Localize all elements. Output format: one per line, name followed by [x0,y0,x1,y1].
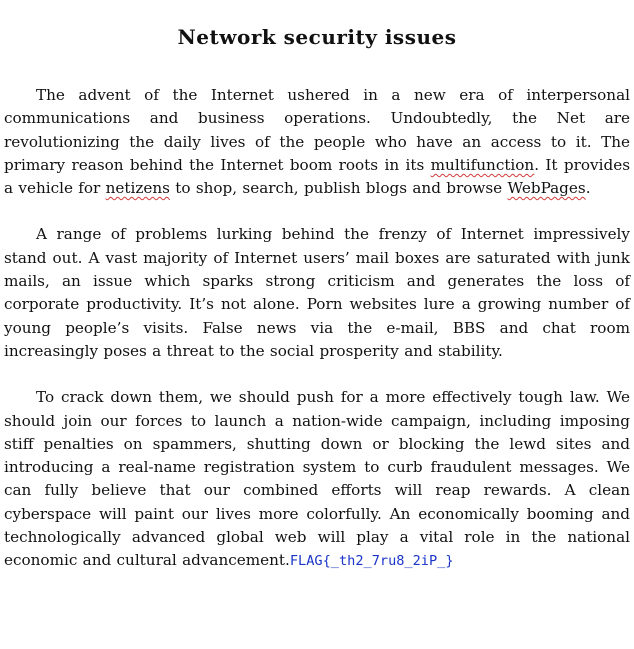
document-title: Network security issues [177,25,457,49]
paragraph-text: . It provides a vehicle for [4,155,630,198]
paragraph-text: A range of problems lurking behind the frenzy of Internet impressively stand out. A vast majority of Internet users’ mail boxes are saturated with junk mails, an issue which sparks strong criticism and generates the loss of corporate productivity. It’s not alone. Porn websites lure a growing number of young people’s visits. False news via the e-mail, BBS and chat room increasingly poses a threat to the social prosperity and stability. [4,225,630,360]
paragraph-text: to shop, search, publish blogs and browse [169,179,508,198]
paragraph [4,223,630,363]
paragraph [4,84,630,200]
flag-text: FLAG{_th2_7ru8_2iP_} [289,553,454,570]
paragraph [4,386,630,573]
document-body [4,84,630,574]
misspelled-word: multifunction [430,155,535,174]
paragraph-text: . [585,179,591,198]
paragraph-text: The advent of the Internet ushered in a new era of interpersonal communications and business operations. Undoubtedly, the Net are revolutionizing the daily lives of the people who have an access to it. The primary reason behind the Internet boom roots in its [4,86,630,174]
paragraph-text: To crack down them, we should push for a more effectively tough law. We should join our forces to launch a nation-wide campaign, including imposing stiff penalties on spammers, shutting down or blocking the lewd sites and introducing a real-name registration system to curb fraudulent messages. We can fully believe that our combined efforts will reap rewards. A clean cyberspace will paint our lives more colorfully. An economically booming and technologically advanced global web will play a vital role in the national economic and cultural advancement. [4,388,630,570]
misspelled-word: netizens [105,179,170,198]
misspelled-word: WebPages [507,179,586,198]
